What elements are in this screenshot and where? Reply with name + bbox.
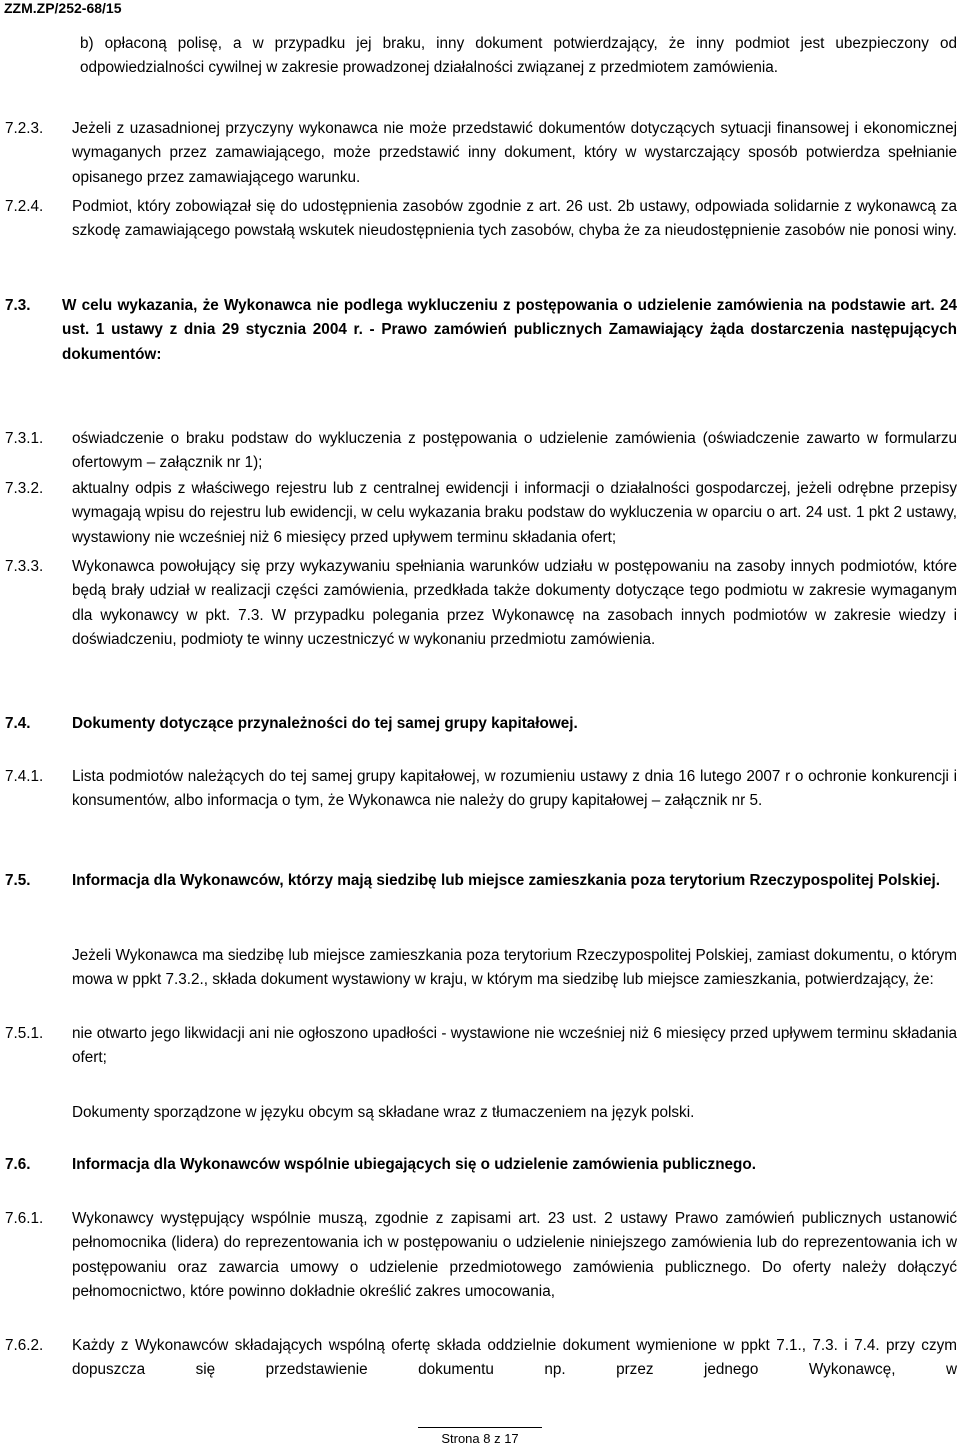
paragraph-b: b) opłaconą polisę, a w przypadku jej braku, inny dokument potwierdzający, że inny podmiot jest ubezpieczony od odpowiedzialności cywilnej w zakresie prowadzonej działalności związanej z przedmiotem zamówienia. xyxy=(80,35,957,77)
section-number: 7.4. xyxy=(5,715,31,732)
section-number: 7.4.1. xyxy=(5,768,44,785)
paragraph: Lista podmiotów należących do tej samej grupy kapitałowej, w rozumieniu ustawy z dnia 16 lutego 2007 r o ochronie konkurencji i konsumentów, albo informacja o tym, że Wykonawca nie należy do grupy kapitałowej – załącznik nr 5. xyxy=(72,768,957,810)
paragraph: nie otwarto jego likwidacji ani nie ogłoszono upadłości - wystawione nie wcześniej niż 6 miesięcy przed upływem terminu składania ofert; xyxy=(72,1025,957,1067)
section-number: 7.3.2. xyxy=(5,480,44,497)
section-number: 7.6.2. xyxy=(5,1337,44,1354)
footer-divider xyxy=(418,1427,542,1428)
section-number: 7.2.3. xyxy=(5,120,44,137)
section-number: 7.2.4. xyxy=(5,198,44,215)
section-number: 7.3.3. xyxy=(5,558,44,575)
section-number: 7.6.1. xyxy=(5,1210,44,1227)
section-heading: Dokumenty dotyczące przynależności do tej samej grupy kapitałowej. xyxy=(72,715,578,732)
section-number: 7.5. xyxy=(5,872,31,889)
section-number: 7.3. xyxy=(5,297,31,314)
section-heading: Informacja dla Wykonawców wspólnie ubiegających się o udzielenie zamówienia publicznego. xyxy=(72,1156,756,1173)
paragraph: Wykonawcy występujący wspólnie muszą, zgodnie z zapisami art. 23 ust. 2 ustawy Prawo zamówień publicznych ustanowić pełnomocnika (lidera) do reprezentowania ich w postępowaniu o udzielenie niniejszego zamówienia lub do reprezentowania ich w postępowaniu oraz zawarcia umowy o udzielenie przedmiotowego zamówienia publicznego. Do oferty należy dołączyć pełnomocnictwo, które powinno dokładnie określić zakres umocowania, xyxy=(72,1210,957,1301)
paragraph: Każdy z Wykonawców składających wspólną ofertę składa oddzielnie dokument wymienione w ppkt 7.1., 7.3. i 7.4. przy czym dopuszcza się przedstawienie dokumentu np. przez jednego Wykonawcę, w xyxy=(72,1337,957,1379)
paragraph: Dokumenty sporządzone w języku obcym są składane wraz z tłumaczeniem na język polski. xyxy=(72,1104,695,1121)
paragraph: oświadczenie o braku podstaw do wykluczenia z postępowania o udzielenie zamówienia (oświadczenie zawarto w formularzu ofertowym – załącznik nr 1); xyxy=(72,430,957,472)
paragraph: Wykonawca powołujący się przy wykazywaniu spełniania warunków udziału w postępowaniu na zasoby innych podmiotów, które będą brały udział w realizacji części zamówienia, przedkłada także dokumenty dotyczące tego podmiotu w zakresie wymaganym dla wykonawcy w pkt. 7.3. W przypadku polegania przez Wykonawcę na zasobach innych podmiotów w zakresie wiedzy i doświadczeniu, podmioty te winny uczestniczyć w wykonaniu przedmiotu zamówienia. xyxy=(72,558,957,649)
paragraph: aktualny odpis z właściwego rejestru lub z centralnej ewidencji i informacji o działalności gospodarczej, jeżeli odrębne przepisy wymagają wpisu do rejestru lub ewidencji, w celu wykazania braku podstaw do wykluczenia w oparciu o art. 24 ust. 1 pkt 2 ustawy, wystawiony nie wcześniej niż 6 miesięcy przed upływem terminu składania ofert; xyxy=(72,480,957,546)
section-number: 7.6. xyxy=(5,1156,31,1173)
section-number: 7.5.1. xyxy=(5,1025,44,1042)
paragraph: Jeżeli Wykonawca ma siedzibę lub miejsce zamieszkania poza terytorium Rzeczypospolitej Polskiej, zamiast dokumentu, o którym mowa w ppkt 7.3.2., składa dokument wystawiony w kraju, w którym ma siedzibę lub miejsce zamieszkania, potwierdzający, że: xyxy=(72,947,957,989)
section-heading: Informacja dla Wykonawców, którzy mają siedzibę lub miejsce zamieszkania poza terytorium Rzeczypospolitej Polskiej. xyxy=(72,872,940,889)
section-heading: W celu wykazania, że Wykonawca nie podlega wykluczeniu z postępowania o udzielenie zamówienia na podstawie art. 24 ust. 1 ustawy z dnia 29 stycznia 2004 r. - Prawo zamówień publicznych Zamawiający żąda dostarczenia następujących dokumentów: xyxy=(62,297,957,363)
page-number: Strona 8 z 17 xyxy=(441,1431,519,1446)
paragraph: Jeżeli z uzasadnionej przyczyny wykonawca nie może przedstawić dokumentów dotyczących sytuacji finansowej i ekonomicznej wymaganych przez zamawiającego, może przedstawić inny dokument, który w wystarczający sposób potwierdza spełnianie opisanego przez zamawiającego warunku. xyxy=(72,120,957,186)
section-number: 7.3.1. xyxy=(5,430,44,447)
paragraph: Podmiot, który zobowiązał się do udostępnienia zasobów zgodnie z art. 26 ust. 2b ustawy, odpowiada solidarnie z wykonawcą za szkodę zamawiającego powstałą wskutek nieudostępnienia tych zasobów, chyba że za nieudostępnienie zasobów nie ponosi winy. xyxy=(72,198,957,240)
document-reference: ZZM.ZP/252-68/15 xyxy=(4,0,122,16)
